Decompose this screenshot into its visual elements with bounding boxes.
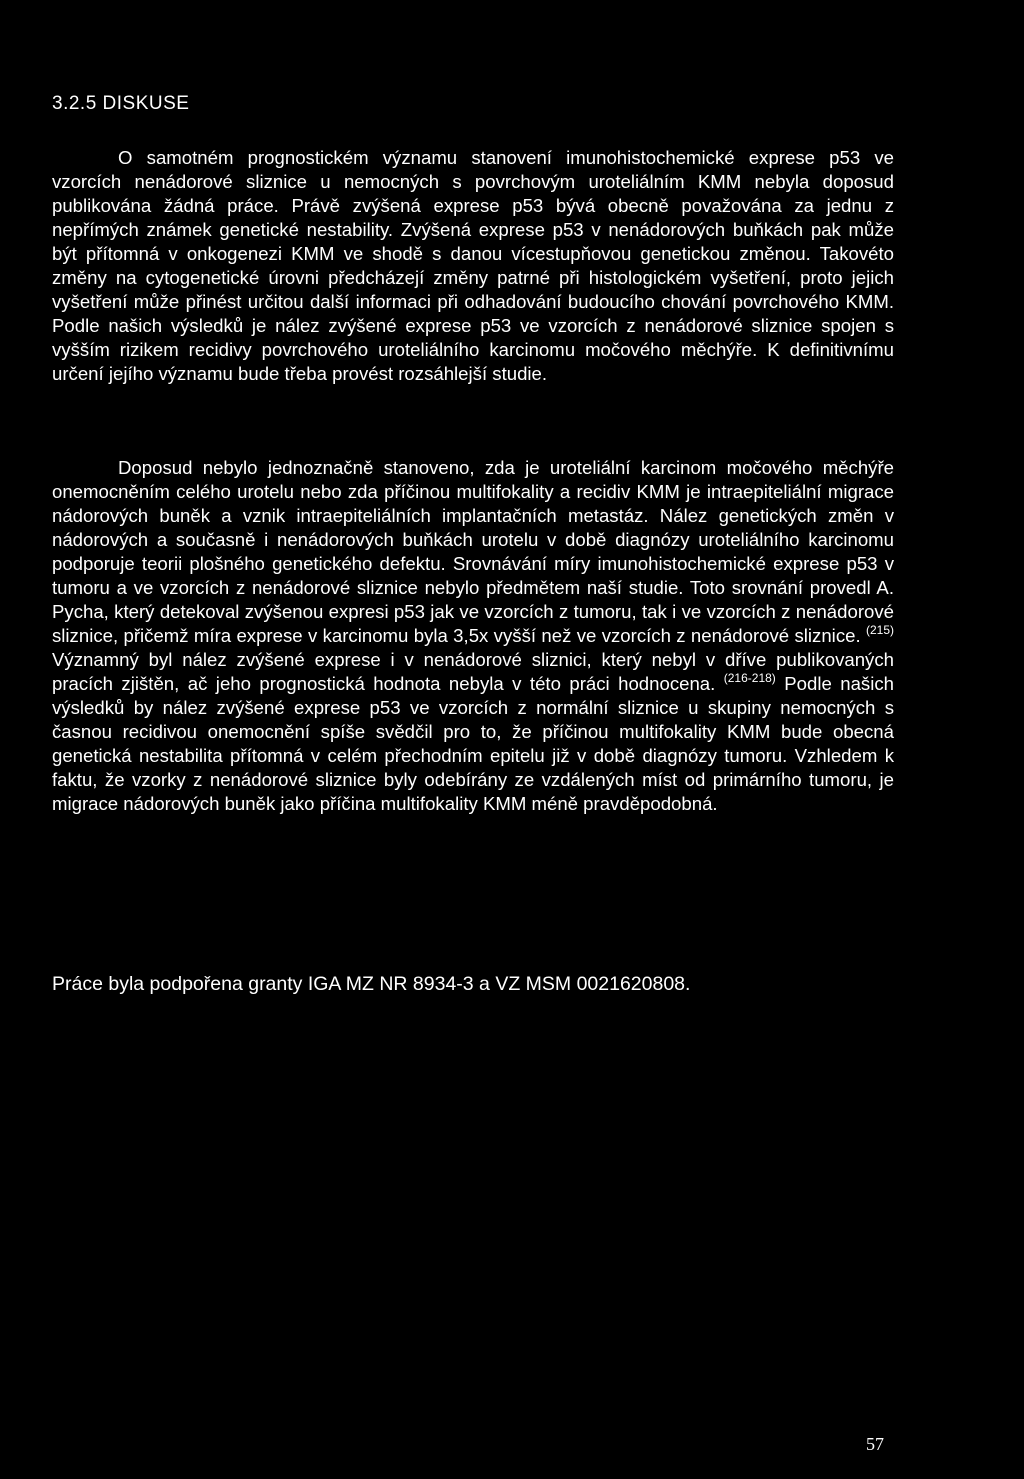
page-number: 57 <box>866 1434 884 1454</box>
section-heading: 3.2.5 DISKUSE <box>52 93 190 114</box>
paragraph-2-part-c: Podle našich výsledků by nález zvýšené exprese p53 ve vzorcích z normální sliznice u skupiny nemocných s časnou recidivou onemocnění spíše svědčil pro to, že příčinou multifokality KMM bude obecná genetická nestabilita přítomná v celém přechodním epitelu již v době diagnózy tumoru. Vzhledem k faktu, že vzorky z nenádorové sliznice byly odebírány ze vzdálených míst od primárního tumoru, je migrace nádorových buněk jako příčina multifokality KMM méně pravděpodobná. <box>52 673 894 814</box>
citation-215: (215) <box>865 623 894 637</box>
paragraph-2-part-b: Významný byl nález zvýšené exprese i v nenádorové sliznici, který nebyl v dříve publikovaných pracích zjištěn, ač jeho prognostická hodnota nebyla v této práci hodnocena. <box>52 649 894 694</box>
funding-note: Práce byla podpořena granty IGA MZ NR 8934-3 a VZ MSM 0021620808. <box>52 973 691 995</box>
paragraph-2-block <box>52 456 894 816</box>
paragraph-2-part-a: Doposud nebylo jednoznačně stanoveno, zda je uroteliální karcinom močového měchýře onemocněním celého urotelu nebo zda příčinou multifokality a recidiv KMM je intraepiteliální migrace nádorových buněk a vznik intraepiteliálních implantačních metastáz. Nález genetických změn v nádorových a současně i nenádorových buňkách urotelu v době diagnózy uroteliálního karcinomu podporuje teorii plošného genetického defektu. Srovnávání míry imunohistochemické exprese p53 v tumoru a ve vzorcích z nenádorové sliznice nebylo předmětem naší studie. Toto srovnání provedl A. Pycha, který detekoval zvýšenou expresi p53 jak ve vzorcích z tumoru, tak i ve vzorcích z nenádorové sliznice, přičemž míra exprese v karcinomu byla 3,5x vyšší než ve vzorcích z nenádorové sliznice. <box>52 457 894 646</box>
citation-216-218: (216-218) <box>723 671 776 685</box>
paragraph-1: O samotném prognostickém významu stanovení imunohistochemické exprese p53 ve vzorcích nenádorové sliznice u nemocných s povrchovým uroteliálním KMM nebyla doposud publikována žádná práce. Právě zvýšená exprese p53 bývá obecně považována za jednu z nepřímých známek genetické nestability. Zvýšená exprese p53 v nenádorových buňkách pak může být přítomná v onkogenezi KMM ve shodě s danou vícestupňovou genetickou změnou. Takovéto změny na cytogenetické úrovni předcházejí změny patrné při histologickém vyšetření, proto jejich vyšetření může přinést určitou další informaci při odhadování budoucího chování povrchového KMM. Podle našich výsledků je nález zvýšené exprese p53 ve vzorcích z nenádorové sliznice spojen s vyšším rizikem recidivy povrchového uroteliálního karcinomu močového měchýře. K definitivnímu určení jejího významu bude třeba provést rozsáhlejší studie. <box>52 147 894 384</box>
paragraph-2 <box>52 456 894 816</box>
paragraph-1-block <box>52 146 894 386</box>
